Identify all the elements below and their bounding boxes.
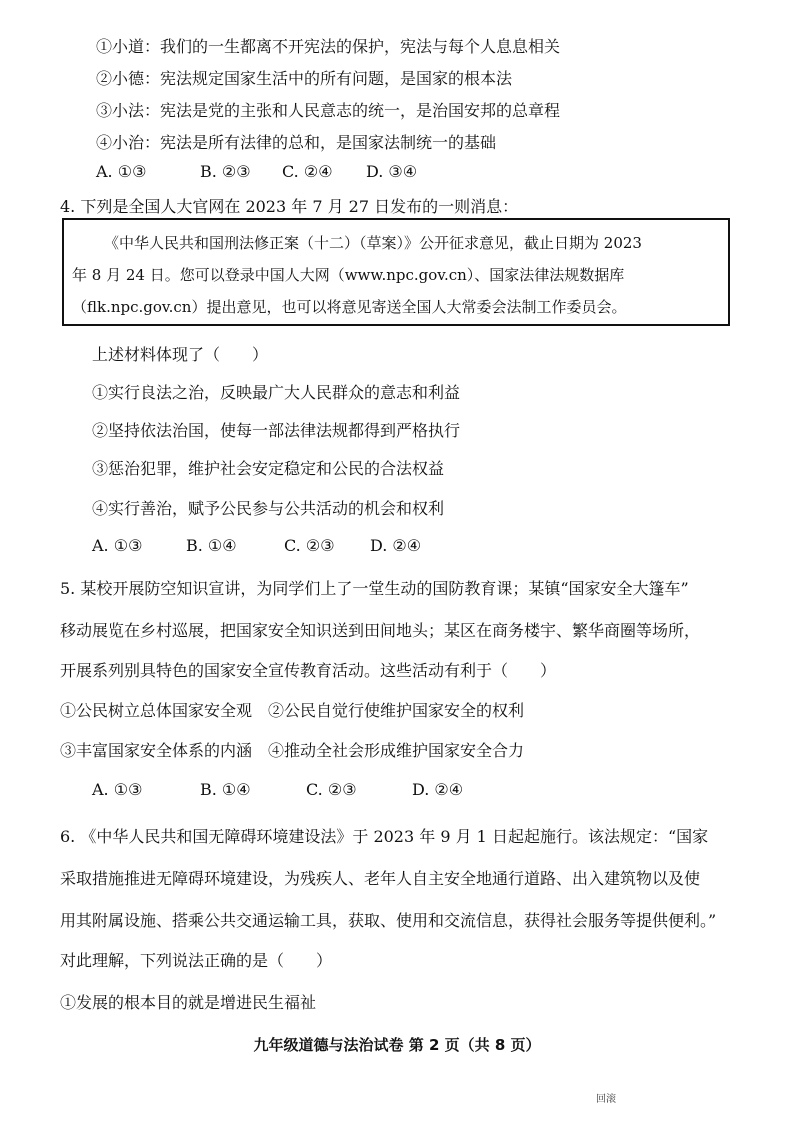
q5-stem-line-3: 开展系列别具特色的国家安全宣传教育活动。这些活动有利于（ ） xyxy=(60,661,557,680)
q4-answer-d: D. ②④ xyxy=(370,536,422,555)
q6-stem-line-3: 用其附属设施、搭乘公共交通运输工具，获取、使用和交流信息，获得社会服务等提供便利。” xyxy=(60,911,717,930)
q5-stem-line-2: 移动展览在乡村巡展，把国家安全知识送到田间地头；某区在商务楼宇、繁华商圈等场所， xyxy=(60,621,701,640)
q5-stem-line-1: 5. 某校开展防空知识宣讲，为同学们上了一堂生动的国防教育课；某镇“国家安全大篷车” xyxy=(60,579,689,598)
q3-option-2: ②小德：宪法规定国家生活中的所有问题，是国家的根本法 xyxy=(96,69,513,88)
q4-material-line-3: （flk.npc.gov.cn）提出意见，也可以将意见寄送全国人大常委会法制工作委员会。 xyxy=(72,298,627,316)
q6-stem-line-2: 采取措施推进无障碍环境建设，为残疾人、老年人自主安全地通行道路、出入建筑物以及使 xyxy=(60,869,701,888)
page-footer: 九年级道德与法治试卷 第 2 页（共 8 页） xyxy=(253,1036,541,1054)
q5-answer-d: D. ②④ xyxy=(412,780,464,799)
q6-option-1: ①发展的根本目的就是增进民生福祉 xyxy=(60,993,317,1012)
q5-options-row-2: ③丰富国家安全体系的内涵 ④推动全社会形成维护国家安全合力 xyxy=(60,741,525,760)
q3-option-4: ④小治：宪法是所有法律的总和，是国家法制统一的基础 xyxy=(96,133,497,152)
q5-options-row-1: ①公民树立总体国家安全观 ②公民自觉行使维护国家安全的权利 xyxy=(60,701,525,720)
q4-option-1: ①实行良法之治，反映最广大人民群众的意志和利益 xyxy=(92,383,461,402)
q4-answer-b: B. ①④ xyxy=(186,536,237,555)
q6-stem-line-1: 6. 《中华人民共和国无障碍环境建设法》于 2023 年 9 月 1 日起起施行。该法规定：“国家 xyxy=(60,827,709,846)
q4-option-2: ②坚持依法治国，使每一部法律法规都得到严格执行 xyxy=(92,421,461,440)
q3-answer-d: D. ③④ xyxy=(366,162,418,181)
q4-answer-c: C. ②③ xyxy=(284,536,335,555)
q3-option-1: ①小道：我们的一生都离不开宪法的保护，宪法与每个人息息相关 xyxy=(96,37,561,56)
q3-answer-c: C. ②④ xyxy=(282,162,333,181)
q3-option-3: ③小法：宪法是党的主张和人民意志的统一，是治国安邦的总章程 xyxy=(96,101,561,120)
q5-answer-a: A. ①③ xyxy=(92,780,143,799)
q4-material-line-1: 《中华人民共和国刑法修正案（十二）（草案）》公开征求意见，截止日期为 2023 xyxy=(104,234,642,252)
q3-answer-b: B. ②③ xyxy=(200,162,251,181)
q6-stem-line-4: 对此理解，下列说法正确的是（ ） xyxy=(60,951,333,970)
q4-option-3: ③惩治犯罪，维护社会安定稳定和公民的合法权益 xyxy=(92,459,445,478)
q5-answer-c: C. ②③ xyxy=(306,780,357,799)
q5-answer-b: B. ①④ xyxy=(200,780,251,799)
q4-answer-a: A. ①③ xyxy=(92,536,143,555)
q4-stem: 4. 下列是全国人大官网在 2023 年 7 月 27 日发布的一则消息： xyxy=(60,197,519,216)
q3-answer-a: A. ①③ xyxy=(96,162,147,181)
q4-option-4: ④实行善治，赋予公民参与公共活动的机会和权利 xyxy=(92,499,445,518)
q4-question: 上述材料体现了（ ） xyxy=(92,345,269,364)
corner-mark: 回滚 xyxy=(596,1094,616,1105)
q4-material-line-2: 年 8 月 24 日。您可以登录中国人大网（www.npc.gov.cn）、国家法律法规数据库 xyxy=(72,266,625,284)
